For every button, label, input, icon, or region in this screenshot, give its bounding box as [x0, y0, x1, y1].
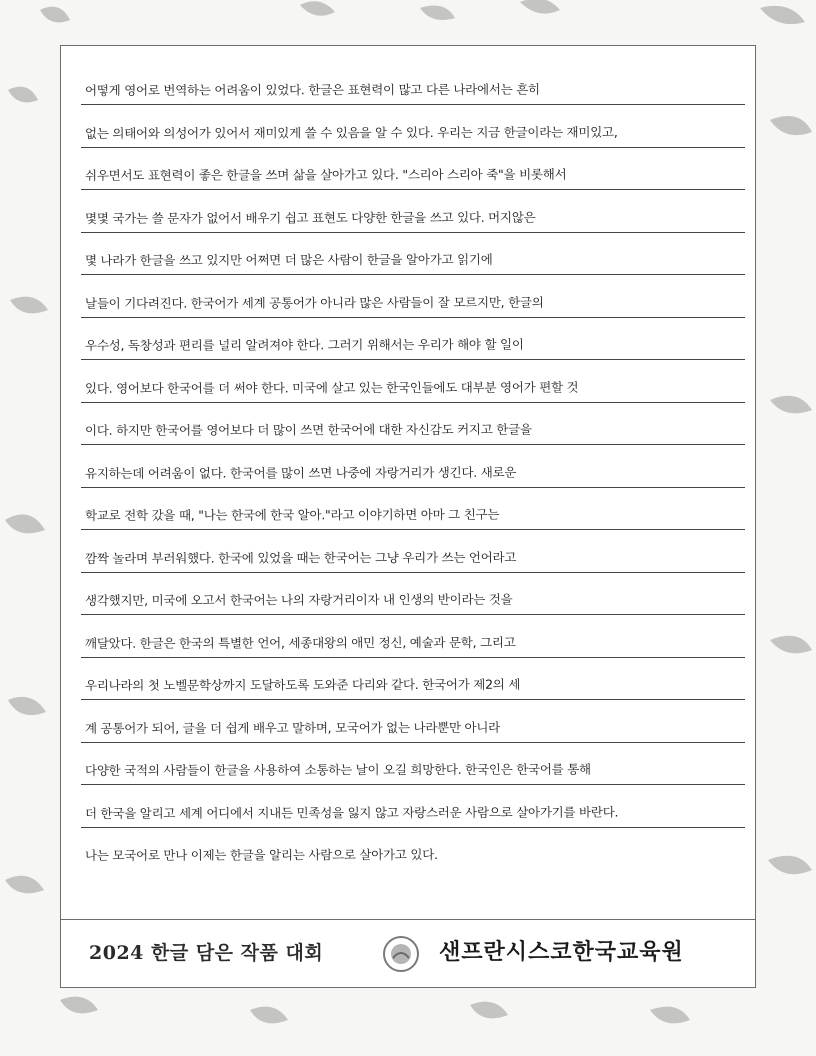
essay-line: 우리나라의 첫 노벨문학상까지 도달하도록 도와준 다리와 같다. 한국어가 제2의 세 — [84, 676, 521, 693]
essay-line: 있다. 영어보다 한국어를 더 써야 한다. 미국에 살고 있는 한국인들에도 대부분 영어가 편할 것 — [84, 379, 579, 396]
ruled-line — [81, 189, 745, 190]
ruled-line — [81, 614, 745, 615]
ruled-line — [81, 359, 745, 360]
ruled-line — [81, 104, 745, 105]
essay-line: 날들이 기다려진다. 한국어가 세계 공통어가 아니라 많은 사람들이 잘 모르지만, 한글의 — [84, 294, 544, 311]
essay-line: 계 공통어가 되어, 글을 더 쉽게 배우고 말하며, 모국어가 없는 나라뿐만 아니라 — [84, 719, 501, 736]
ruled-line — [81, 699, 745, 700]
ruled-line — [81, 147, 745, 148]
ruled-line — [81, 742, 745, 743]
ruled-line — [81, 657, 745, 658]
essay-line: 학교로 전학 갔을 때, "나는 한국에 한국 알아."라고 이야기하면 아마 그 친구는 — [84, 506, 500, 523]
contest-title: 2024 한글 담은 작품 대회 — [89, 942, 324, 964]
ruled-line — [81, 529, 745, 530]
ruled-line — [81, 784, 745, 785]
organization-name: 샌프란시스코한국교육원 — [439, 940, 684, 965]
education-center-emblem-icon — [381, 934, 421, 974]
essay-line: 생각했지만, 미국에 오고서 한국어는 나의 자랑거리이자 내 인생의 반이라는 것을 — [84, 591, 513, 608]
ruled-line — [81, 572, 745, 573]
ruled-line — [81, 487, 745, 488]
ruled-line — [81, 444, 745, 445]
essay-line: 어떻게 영어로 번역하는 어려움이 있었다. 한글은 표현력이 많고 다른 나라에서는 흔히 — [84, 81, 540, 98]
ruled-line — [81, 232, 745, 233]
handwritten-essay-sheet — [60, 45, 756, 988]
essay-line: 나는 모국어로 만나 이제는 한글을 알리는 사람으로 살아가고 있다. — [84, 846, 438, 863]
ruled-line — [81, 317, 745, 318]
essay-line: 우수성, 독창성과 편리를 널리 알려져야 한다. 그러기 위해서는 우리가 해야 할 일이 — [84, 336, 524, 353]
essay-line: 깜짝 놀라며 부러워했다. 한국에 있었을 때는 한국어는 그냥 우리가 쓰는 언어라고 — [84, 549, 517, 566]
essay-line: 몇몇 국가는 쓸 문자가 없어서 배우기 쉽고 표현도 다양한 한글을 쓰고 있다. 머지않은 — [84, 209, 536, 226]
essay-line: 없는 의태어와 의성어가 있어서 재미있게 쓸 수 있음을 알 수 있다. 우리는 지금 한글이라는 재미있고, — [84, 123, 618, 141]
essay-line: 유지하는데 어려움이 없다. 한국어를 많이 쓰면 나중에 자랑거리가 생긴다. 새로운 — [84, 464, 517, 481]
essay-line: 깨달았다. 한글은 한국의 특별한 언어, 세종대왕의 애민 정신, 예술과 문학, 그리고 — [84, 634, 516, 651]
essay-line: 다양한 국적의 사람들이 한글을 사용하여 소통하는 날이 오길 희망한다. 한국인은 한국어를 통해 — [84, 761, 591, 778]
ruled-line — [81, 274, 745, 275]
essay-line: 더 한국을 알리고 세계 어디에서 지내든 민족성을 잃지 않고 자랑스러운 사람으로 살아가기를 바란다. — [84, 803, 619, 821]
essay-line: 이다. 하지만 한국어를 영어보다 더 많이 쓰면 한국어에 대한 자신감도 커지고 한글을 — [84, 421, 532, 438]
ruled-line — [81, 827, 745, 828]
contest-footer — [61, 919, 755, 987]
essay-line: 쉬우면서도 표현력이 좋은 한글을 쓰며 삶을 살아가고 있다. "스리아 스리아 죽"을 비롯해서 — [84, 166, 567, 183]
essay-line: 몇 나라가 한글을 쓰고 있지만 어쩌면 더 많은 사람이 한글을 알아가고 읽기에 — [84, 251, 493, 268]
ruled-line — [81, 402, 745, 403]
